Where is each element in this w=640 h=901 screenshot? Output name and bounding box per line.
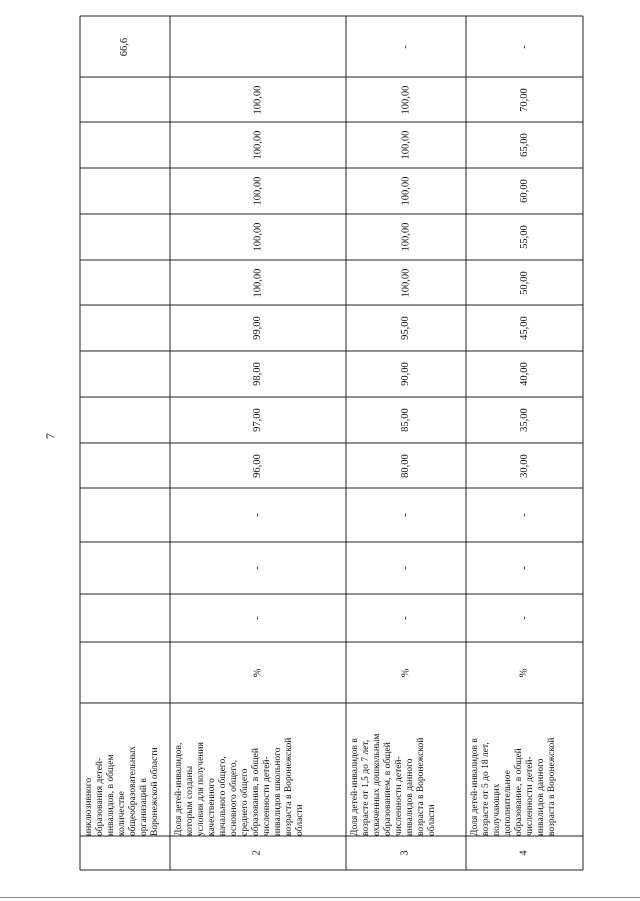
page-number: 7 [43,433,57,439]
indicator-value: 100,00 [252,176,263,206]
indicator-value: 70,00 [518,87,530,112]
indicator-value: 100,00 [252,85,263,114]
indicator-value: 35,00 [518,408,530,432]
value-cell [170,397,346,443]
indicator-description: Доля детей-инвалидов в возрасте от 1,5 до 7 лет, охваченных дошкольным образованием, в общей численности детей- инвалидов данного возраста в Воронежской области [350,733,437,836]
value-cell [466,122,583,168]
indicator-value: - [518,566,530,570]
page-bottom-rule [0,897,640,898]
value-cell [170,443,346,488]
indicator-description-cell [466,703,583,836]
value-cell [80,351,170,397]
value-cell [346,122,466,168]
indicator-value: 60,00 [518,179,530,203]
indicator-value: 30,00 [518,453,530,478]
unit-cell [346,642,466,703]
value-cell [346,488,466,542]
indicator-description: Доля детей-инвалидов, которым созданы условия для получения качественного начального общего, основного общего, среднего общего образования, в общей численности детей- инвалидов школьного возраста в Воронежской области [174,737,305,836]
indicator-value: - [252,616,263,620]
indicator-value: 80,00 [400,453,411,478]
value-cell [80,214,170,260]
indicator-value: - [400,616,411,620]
value-cell [346,397,466,443]
indicator-value: - [518,44,530,49]
value-cell [80,542,170,594]
value-cell [80,488,170,542]
value-cell [466,214,583,260]
indicator-value: 96,00 [252,453,263,478]
indicator-value: 100,00 [400,268,411,297]
indicator-description: Доля детей-инвалидов в возрасте от 5 до 18 лет, получающих дополнительное образование, в общей численности детей- инвалидов данного возраста в Воронежской [470,737,557,836]
indicator-value: 100,00 [400,176,411,206]
value-cell [346,16,466,77]
indicator-value: 100,00 [252,268,263,297]
value-cell [346,305,466,351]
unit-cell [466,642,583,703]
value-cell [170,542,346,594]
value-cell [80,16,170,77]
indicator-description-cell [170,703,346,836]
value-cell [346,168,466,214]
indicator-value: - [252,513,263,517]
indicator-value: - [518,513,530,517]
indicator-value: 100,00 [252,130,263,160]
value-cell [80,443,170,488]
indicator-value: 99,00 [252,316,263,340]
row-number: 2 [252,850,263,856]
value-cell [346,443,466,488]
row-number: 4 [518,850,530,856]
value-cell [170,77,346,122]
indicator-value: 45,00 [518,316,530,340]
indicator-value: 100,00 [400,130,411,160]
indicator-value: - [400,566,411,570]
indicator-value: 100,00 [400,85,411,114]
value-cell [466,16,583,77]
indicator-value: - [400,513,411,517]
indicator-value: 100,00 [252,222,263,252]
unit-label: % [518,668,530,677]
indicator-value: 66,6 [119,37,130,56]
value-cell [346,351,466,397]
value-cell [466,260,583,305]
value-cell [80,77,170,122]
value-cell [466,542,583,594]
value-cell [466,397,583,443]
value-cell [346,260,466,305]
unit-cell [80,642,170,703]
indicator-value: - [252,566,263,570]
indicator-value: 55,00 [518,225,530,249]
indicator-description: инклюзивного образования детей- инвалидов, в общем количестве общеобразовательных организаций в Воронежской области [84,745,160,836]
value-cell [170,214,346,260]
value-cell [170,168,346,214]
indicator-value: 40,00 [518,362,530,386]
value-cell [80,260,170,305]
value-cell [466,305,583,351]
row-number-cell [466,836,583,870]
value-cell [346,594,466,642]
indicator-value: 50,00 [518,270,530,295]
value-cell [80,397,170,443]
value-cell [170,594,346,642]
indicator-value: 100,00 [400,222,411,252]
row-number-cell [170,836,346,870]
indicator-value: 65,00 [518,133,530,157]
value-cell [80,168,170,214]
indicator-value: 98,00 [252,362,263,386]
row-number-cell [346,836,466,870]
value-cell [170,260,346,305]
indicator-value: - [400,44,411,49]
unit-cell [170,642,346,703]
value-cell [170,351,346,397]
indicator-value: 90,00 [400,362,411,386]
value-cell [346,214,466,260]
value-cell [80,594,170,642]
value-cell [170,305,346,351]
value-cell [346,77,466,122]
value-cell [170,16,346,77]
value-cell [170,488,346,542]
value-cell [80,305,170,351]
value-cell [80,122,170,168]
value-cell [346,542,466,594]
indicator-value: 97,00 [252,408,263,432]
indicator-value: 95,00 [400,316,411,340]
value-cell [466,488,583,542]
value-cell [466,443,583,488]
value-cell [170,122,346,168]
value-cell [466,351,583,397]
indicator-description-cell [346,703,466,836]
indicator-value: - [518,616,530,620]
value-cell [466,168,583,214]
indicator-value: 85,00 [400,408,411,432]
unit-label: % [400,668,411,677]
value-cell [466,77,583,122]
unit-label: % [252,668,263,677]
indicator-description-cell [80,703,170,836]
value-cell [466,594,583,642]
row-number-cell [80,836,170,870]
row-number: 3 [400,850,411,856]
